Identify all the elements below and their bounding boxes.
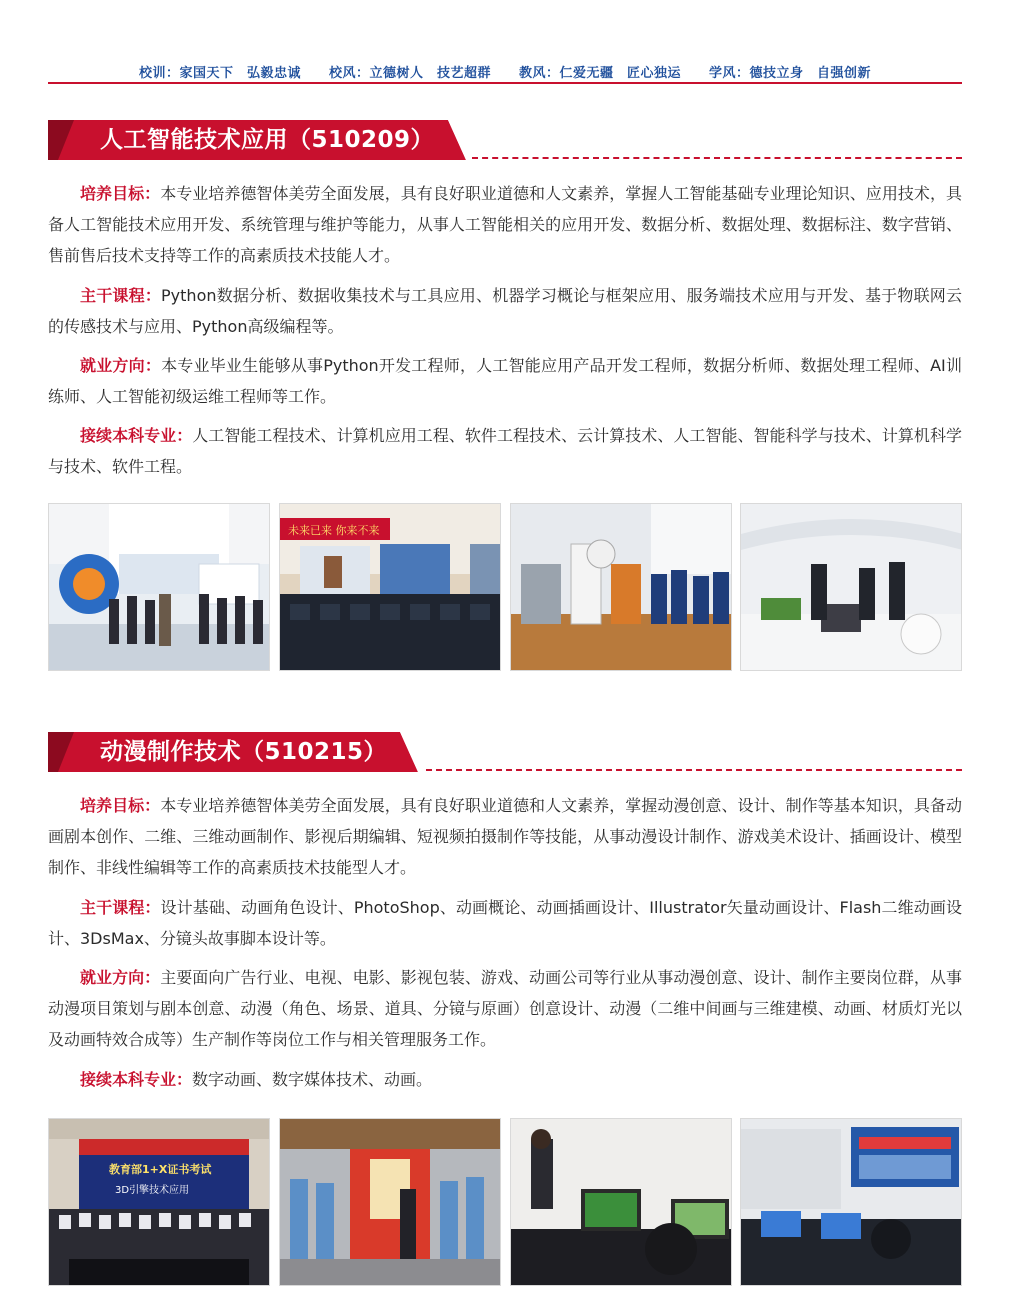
paragraph-text: 本专业培养德智体美劳全面发展，具有良好职业道德和人文素养，掌握人工智能基础专业理论知识、应用技术，具备人工智能技术应用开发、系统管理与维护等能力，从事人工智能相关的应用开发、数据分析、数据处理、数据标注、数字营销、售前售后技术支持等工作的高素质技术技能人才。 — [48, 184, 962, 265]
motto-item: 校训：家国天下 弘毅忠诚 — [138, 65, 301, 81]
motto-item: 校风：立德树人 技艺超群 — [328, 65, 491, 81]
section-title: 动漫制作技术（510215） — [100, 739, 388, 765]
paragraph-label: 培养目标： — [80, 184, 161, 203]
paragraph-label: 接续本科专业： — [80, 1070, 193, 1089]
section-header-animation — [48, 732, 962, 776]
screen-text: 教育部1+X证书考试 — [109, 1163, 212, 1176]
section-header-ai — [48, 120, 962, 164]
screen-text: 3D引擎技术应用 — [115, 1185, 190, 1196]
motto-divider — [48, 82, 962, 84]
paragraph-career — [48, 962, 962, 1055]
section-dashed-rule — [472, 157, 962, 159]
paragraph-text: 主要面向广告行业、电视、电影、影视包装、游戏、动画公司等行业从事动漫创意、设计、制作主要岗位群，从事动漫项目策划与剧本创意、动漫（角色、场景、道具、分镜与原画）创意设计、动漫（二维中间画与三维建模、动画、材质灯光以及动画特效合成等）生产制作等岗位工作与相关管理服务工作。 — [48, 968, 962, 1049]
paragraph-label: 主干课程： — [80, 898, 161, 917]
photo-lecture-hall — [279, 503, 501, 671]
paragraph-label: 培养目标： — [80, 796, 161, 815]
motto-item: 学风：德技立身 自强创新 — [709, 65, 872, 81]
paragraph-training-goal — [48, 790, 962, 883]
paragraph-bachelor — [48, 1064, 962, 1095]
banner-text: 未来已来 你来不来 — [288, 524, 380, 537]
paragraph-text: Python数据分析、数据收集技术与工具应用、机器学习概论与框架应用、服务端技术应用与开发、基于物联网云的传感技术与应用、Python高级编程等。 — [48, 286, 962, 336]
paragraph-label: 就业方向： — [80, 356, 162, 375]
photo-demo-room — [740, 503, 962, 671]
paragraph-training-goal — [48, 178, 962, 271]
photo-computer-lab-1 — [510, 1118, 732, 1286]
paragraph-label: 就业方向： — [80, 968, 161, 987]
photo-exhibition-hall — [48, 503, 270, 671]
paragraph-label: 接续本科专业： — [80, 426, 193, 445]
paragraph-text: 本专业培养德智体美劳全面发展，具有良好职业道德和人文素养，掌握动漫创意、设计、制作等基本知识，具备动画剧本创作、二维、三维动画制作、影视后期编辑、短视频拍摄制作等技能，从事动漫设计制作、游戏美术设计、插画设计、模型制作、非线性编辑等工作的高素质技术技能型人才。 — [48, 796, 962, 877]
section-dashed-rule — [426, 769, 962, 771]
paragraph-core-courses — [48, 280, 962, 342]
motto-item: 教风：仁爱无疆 匠心独运 — [519, 65, 682, 81]
paragraph-career — [48, 350, 962, 412]
photo-robot-lab — [510, 503, 732, 671]
paragraph-text: 数字动画、数字媒体技术、动画。 — [192, 1070, 433, 1089]
paragraph-label: 主干课程： — [80, 286, 162, 305]
paragraph-bachelor — [48, 420, 962, 482]
paragraph-text: 设计基础、动画角色设计、PhotoShop、动画概论、动画插画设计、Illustrator矢量动画设计、Flash二维动画设计、3DsMax、分镜头故事脚本设计等。 — [48, 898, 962, 948]
photo-costume-performance — [279, 1118, 501, 1286]
photo-certificate-exam — [48, 1118, 270, 1286]
motto-bar — [48, 58, 962, 84]
section-title: 人工智能技术应用（510209） — [100, 127, 435, 153]
paragraph-core-courses — [48, 892, 962, 954]
paragraph-text: 本专业毕业生能够从事Python开发工程师，人工智能应用产品开发工程师，数据分析师、数据处理工程师、AI训练师、人工智能初级运维工程师等工作。 — [48, 356, 962, 406]
photo-computer-lab-2 — [740, 1118, 962, 1286]
paragraph-text: 人工智能工程技术、计算机应用工程、软件工程技术、云计算技术、人工智能、智能科学与技术、计算机科学与技术、软件工程。 — [48, 426, 962, 476]
